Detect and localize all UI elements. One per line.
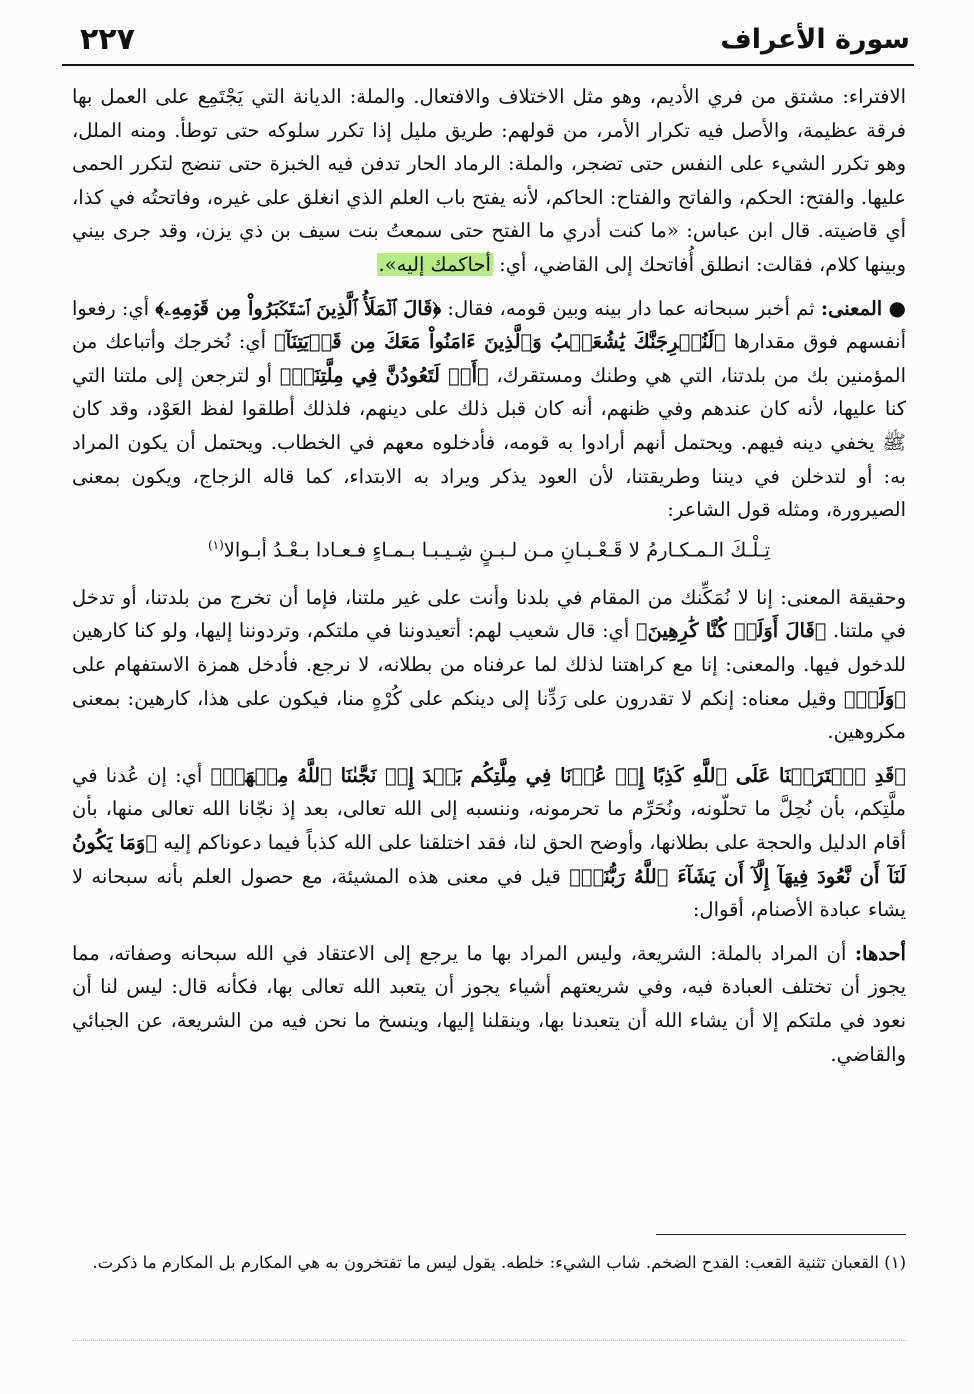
quran-quote: ﴿لَنُخۡرِجَنَّكَ يَٰشُعَيۡبُ وَٱلَّذِينَ ءَامَنُواْ مَعَكَ مِن قَرۡيَتِنَآ﴾ [274,330,726,354]
bullet-icon: ● [888,295,906,320]
surah-title: سورة الأعراف [720,24,910,55]
quran-quote: ﴿قَالَ أَوَلَوۡ كُنَّا كَٰرِهِينَ﴾ [635,619,827,643]
poetry-verse [72,529,906,567]
true-meaning-paragraph [72,581,906,749]
commentary-text: أي: نُخرجك وأتباعك من المؤمنين بك من بلدتنا، التي هي وطنك ومستقرك، [72,330,906,387]
first-opinion-paragraph [72,937,906,1071]
quran-quote: ﴿وَلَوۡ﴾ [843,686,907,710]
page-header [62,14,914,66]
commentary-text: أي: إن عُدنا في ملَّتِكم، بأن نُحِلَّ ما تحلّونه، ونُحَرِّم ما تحرمونه، وننسبه إلى الله تعالى، بعد إذ نجّانا الله تعالى منها، بأن أقام الدليل والحجة على بطلانها، وأوضح الحق لنا، فقد اختلقنا على الله كذباً فيما دعوناكم إليه [72,763,906,854]
commentary-text: أو لترجعن إلى ملتنا التي كنا عليها، لأنه كان عندهم وفي ظنهم، أنه كان قبل ذلك على دينهم، فلذلك أطلقوا لفظ العَوْد، وقد كان ﷺ يخفي دينه فيهم. ويحتمل أنهم أرادوا به قومه، فأدخلوه معهم في الخطاب. ويحتمل أن يكون المراد به: أو لتدخلن في ديننا وطريقتنا، لأن العود يذكر ويراد به الابتداء، كما قاله الزجاج، ويكون بمعنى الصيرورة، ومثله قول الشاعر: [72,363,906,522]
meaning-paragraph [72,292,906,527]
quran-quote: ﴿أَوۡ لَتَعُودُنَّ فِي مِلَّتِنَاۚ﴾ [279,363,489,387]
page-number: ٢٢٧ [80,22,135,57]
quran-quote: ﴿وَمَا يَكُونُ لَنَآ أَن نَّعُودَ فِيهَآ إِلَّآ أَن يَشَآءَ ٱللَّهُ رَبُّنَاۚ﴾ [72,830,906,888]
commentary-text: أن المراد بالملة: الشريعة، وليس المراد بها ما يرجع إلى الاعتقاد في الله سبحانه وصفاته، مما يجوز أن تختلف العبادة فيه، وفي شريعتهم أشياء يجوز أن يتعبد الله تعالى بها، فكأنه قال: ليس لنا أن نعود في ملتكم إلا أن يشاء الله أن يتعبدنا بها، وينقلنا إليها، وينسخ ما نحن فيه من الشريعة، عن الجبائي والقاضي. [72,941,906,1066]
commentary-text: أي: رفعوا أنفسهم فوق مقدارها [72,296,906,354]
meaning-label: المعنى: [820,296,883,320]
fabrication-paragraph [72,759,906,927]
commentary-text: أي: قال شعيب لهم: أتعيدوننا في ملتكم، وتردوننا إليها، ولو كنا كارهين للدخول فيها. والمعنى: إنا مع كراهتنا لذلك لما عرفناه من بطلانه، لا نرجع. فأدخل همزة الاستفهام على [72,619,906,676]
footnote-number: (١) [884,1253,906,1272]
vocabulary-paragraph [72,80,906,282]
highlighted-phrase: أحاكمك إليه». [378,252,491,276]
commentary-text: قيل في معنى هذه المشيئة، مع حصول العلم بأنه سبحانه لا يشاء عبادة الأصنام، أقوال: [72,864,906,922]
quran-quote: ﴿قَالَ ٱلۡمَلَأُ ٱلَّذِينَ ٱسۡتَكۡبَرُواْ مِن قَوۡمِهِۦ﴾ [155,296,442,320]
footnote [72,1249,906,1277]
commentary-text: وقيل معناه: إنكم لا تقدرون على رَدِّنا إلى دينكم على كُرْهٍ منا، فيكون على هذا، كارهين: بمعنى مكروهين. [72,686,906,744]
footnote-text: القعبان تثنية القعب: القدح الضخم. شاب الشيء: خلطه. يقول ليس ما تفتخرون به هي المكارم بل المكارم ما ذكرت. [92,1253,879,1272]
footnote-divider [656,1234,906,1235]
vocabulary-text: الافتراء: مشتق من فري الأديم، وهو مثل الاختلاف والافتعال. والملة: الديانة التي يَجْتَمِع على العمل بها فرقة عظيمة، والأصل فيه تكرار الأمر، من قولهم: طريق مليل إذا تكرر سلوكه حتى توطأ. ومنه الملل، وهو تكرر الشيء على النفس حتى تضجر، والملة: الرماد الحار تدفن فيه الخبزة حتى تنضج لتكرر الحمى عليها. والفتح: الحكم، والفاتح والفتاح: الحاكم، لأنه يفتح باب العلم الذي انغلق على غيره، وفاتحتُه في كذا، أي قاضيته. قال ابن عباس: «ما كنت أدري ما الفتح حتى سمعتُ بنت سيف بن ذي يزن، وقد جرى بيني وبينها كلام، فقالت: انطلق أُفاتحك إلى القاضي، أي: [72,85,906,276]
first-opinion-label: أحدها: [854,941,906,965]
verse-text: تِـلْـكَ الـمـكـارمُ لا قَـعْـبـانِ مـن لـبـنٍ شِـيـبـا بـمـاءٍ فـعـادا بـعْـدُ أبـوالا [223,538,771,562]
commentary-text: وحقيقة المعنى: إنا لا نُمَكِّنك من المقام في بلدنا وأنت على غير ملتنا، فإما أن تخرج من بلدتنا، أو تدخل في ملتنا. [72,585,906,643]
footnote-reference: (١) [207,537,224,552]
page-bottom-edge [72,1340,906,1341]
footnotes-section [72,1234,906,1294]
quran-quote: ﴿قَدِ ٱفۡتَرَيۡنَا عَلَى ٱللَّهِ كَذِبًا إِنۡ عُدۡنَا فِي مِلَّتِكُم بَعۡدَ إِذۡ نَجَّىٰنَا ٱللَّهُ مِنۡهَاۚ﴾ [210,763,906,787]
page-body [72,80,906,1071]
commentary-text: ثم أخبر سبحانه عما دار بينه وبين قومه، فقال: [447,296,815,320]
